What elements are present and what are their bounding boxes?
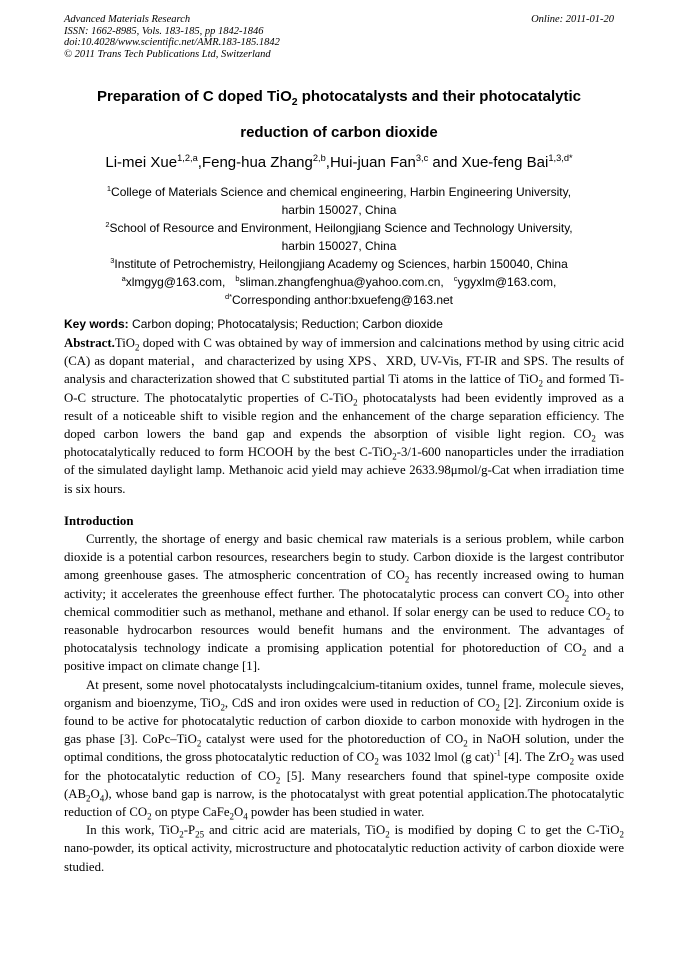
abstract-label: Abstract. (64, 336, 115, 350)
author-4: and Xue-feng Bai (428, 154, 549, 171)
journal-header (64, 14, 280, 60)
author-1: Li-mei Xue (105, 154, 178, 171)
intro-paragraph-1: Currently, the shortage of energy and basic chemical raw materials is a serious problem, while carbon dioxide is a potential carbon resources, researchers begin to study. Carbon dioxide is the largest contributor among greenhouse gases. The atmospheric concentration of $CO_2$ has recently increased owing to human activity; it accelerates the greenhouse effect further. The photocatalytic process can convert $CO_2$ into other chemical commoditier such as methanol, methane and ethanol. If solar energy can be used to reduce $CO_2$ to reasonable hydrocarbon resources would benefit humans and the environment. The advantages of photocatalysis technology indicate a promising application potential for photoreduction of $CO_2$ and a positive impact on climate change [1]. (64, 532, 624, 674)
author-2: ,Feng-hua Zhang (197, 154, 313, 171)
paper-title-line2: reduction of carbon dioxide (240, 124, 438, 141)
intro-paragraph-2: At present, some novel photocatalysts includingcalcium-titanium oxides, tunnel frame, molecule sieves, organism and bioenzyme, TiO$_2$, CdS and iron oxides were used in reduction of $CO_2$ [2]. Zirconium oxide is found to be active for photocatalytic reduction of carbon dioxide to carbon monoxide with hydrogen in the gas phase [3]. CoPc–TiO$_2$ catalyst were used for the photoreduction of $CO_2$ in NaOH solution, under the optimal conditions, the gross photocatalytic reduction of $CO_2$ was 1032 lmol (g cat)$^{-1}$ [4]. The ZrO$_2$ was used for the photocatalytic reduction of $CO_2$ [5]. Many researchers found that spinel-type composite oxide $(AB_2O_4)$, whose band gap is narrow, is the photocatalyst with great potential application.The photocatalytic reduction of $CO_2$ on ptype $CaFe_2O_4$ powder has been studied in water. (64, 677, 625, 822)
section-heading-introduction: Introduction (64, 514, 134, 528)
copyright-line: © 2011 Trans Tech Publications Ltd, Switzerland (64, 48, 271, 60)
issn-line: ISSN: 1662-8985, Vols. 183-185, pp 1842-1846 (64, 25, 264, 37)
abstract: Abstract.TiO$_2$ doped with C was obtained by way of immersion and calcinations method by using citric acid (CA) as dopant material，and characterized by using XPS、XRD, UV-Vis, FT-IR and SPS. The results of analysis and characterization showed that C substituted partial Ti atoms in the lattice of TiO$_2$ and formed Ti-O-C structure. The photocatalytic properties of C-TiO$_2$ photocatalysts had been evidently improved as a result of a noticeable shift to visible region and the enhancement of the charge separation efficiency. The doped carbon lowers the band gap and expends the absorption of visible light region. $CO_2$ was photocatalytically reduced to form HCOOH by the best C-TiO$_2$-3/1-600 nanoparticles under the irradiation of the simulated daylight lamp. Methanoic acid yield may achieve 2633.98μmol/g-Cat when irradiation time is six hours. (64, 336, 624, 496)
email-line: $^a$xlmgyg@163.com, $^b$sliman.zhangfenghua@yahoo.com.cn, $^c$ygyxlm@163.com, (121, 274, 557, 289)
doi-line: doi:10.4028/www.scientific.net/AMR.183-185.1842 (64, 37, 280, 49)
affiliation-2: $^2$School of Resource and Environment, Heilongjiang Science and Technology University, harbin 150027, China (105, 220, 573, 253)
journal-name: Advanced Materials Research (64, 14, 191, 25)
intro-paragraph-3: In this work, $TiO_2-P_{25}$ and citric acid are materials, TiO$_2$ is modified by doping C to get the C-TiO$_2$ nano-powder, its optical activity, microstructure and photocatalytic reduction activity of carbon dioxide were studied. (64, 823, 624, 874)
affiliation-1: $^1$College of Materials Science and chemical engineering, Harbin Engineering University, harbin 150027, China (106, 184, 572, 217)
author-3: ,Hui-juan Fan (325, 154, 416, 171)
author-list: Li-mei Xue$^{1,2,a}$,Feng-hua Zhang$^{2,b}$,Hui-juan Fan$^{3,c}$ and Xue-feng Bai$^{1,3,d*}$ (105, 153, 573, 171)
email-c: ygyxlm@163.com, (457, 275, 557, 289)
corresponding-author: $^{d*}$Corresponding anthor:bxuefeng@163.net (224, 292, 454, 307)
affiliation-3: $^3$Institute of Petrochemistry, Heilongjiang Academy og Sciences, harbin 150040, China (110, 256, 568, 271)
paper-title-line1: Preparation of C doped TiO$_2$ photocatalysts and their photocatalytic (97, 88, 581, 108)
email-b: sliman.zhangfenghua@yahoo.com.cn, (239, 275, 444, 289)
introduction-body (64, 530, 624, 876)
online-date: Online: 2011-01-20 (531, 14, 614, 25)
email-a: xlmgyg@163.com, (125, 275, 226, 289)
keywords: Key words: Carbon doping; Photocatalysis; Reduction; Carbon dioxide (64, 317, 443, 331)
